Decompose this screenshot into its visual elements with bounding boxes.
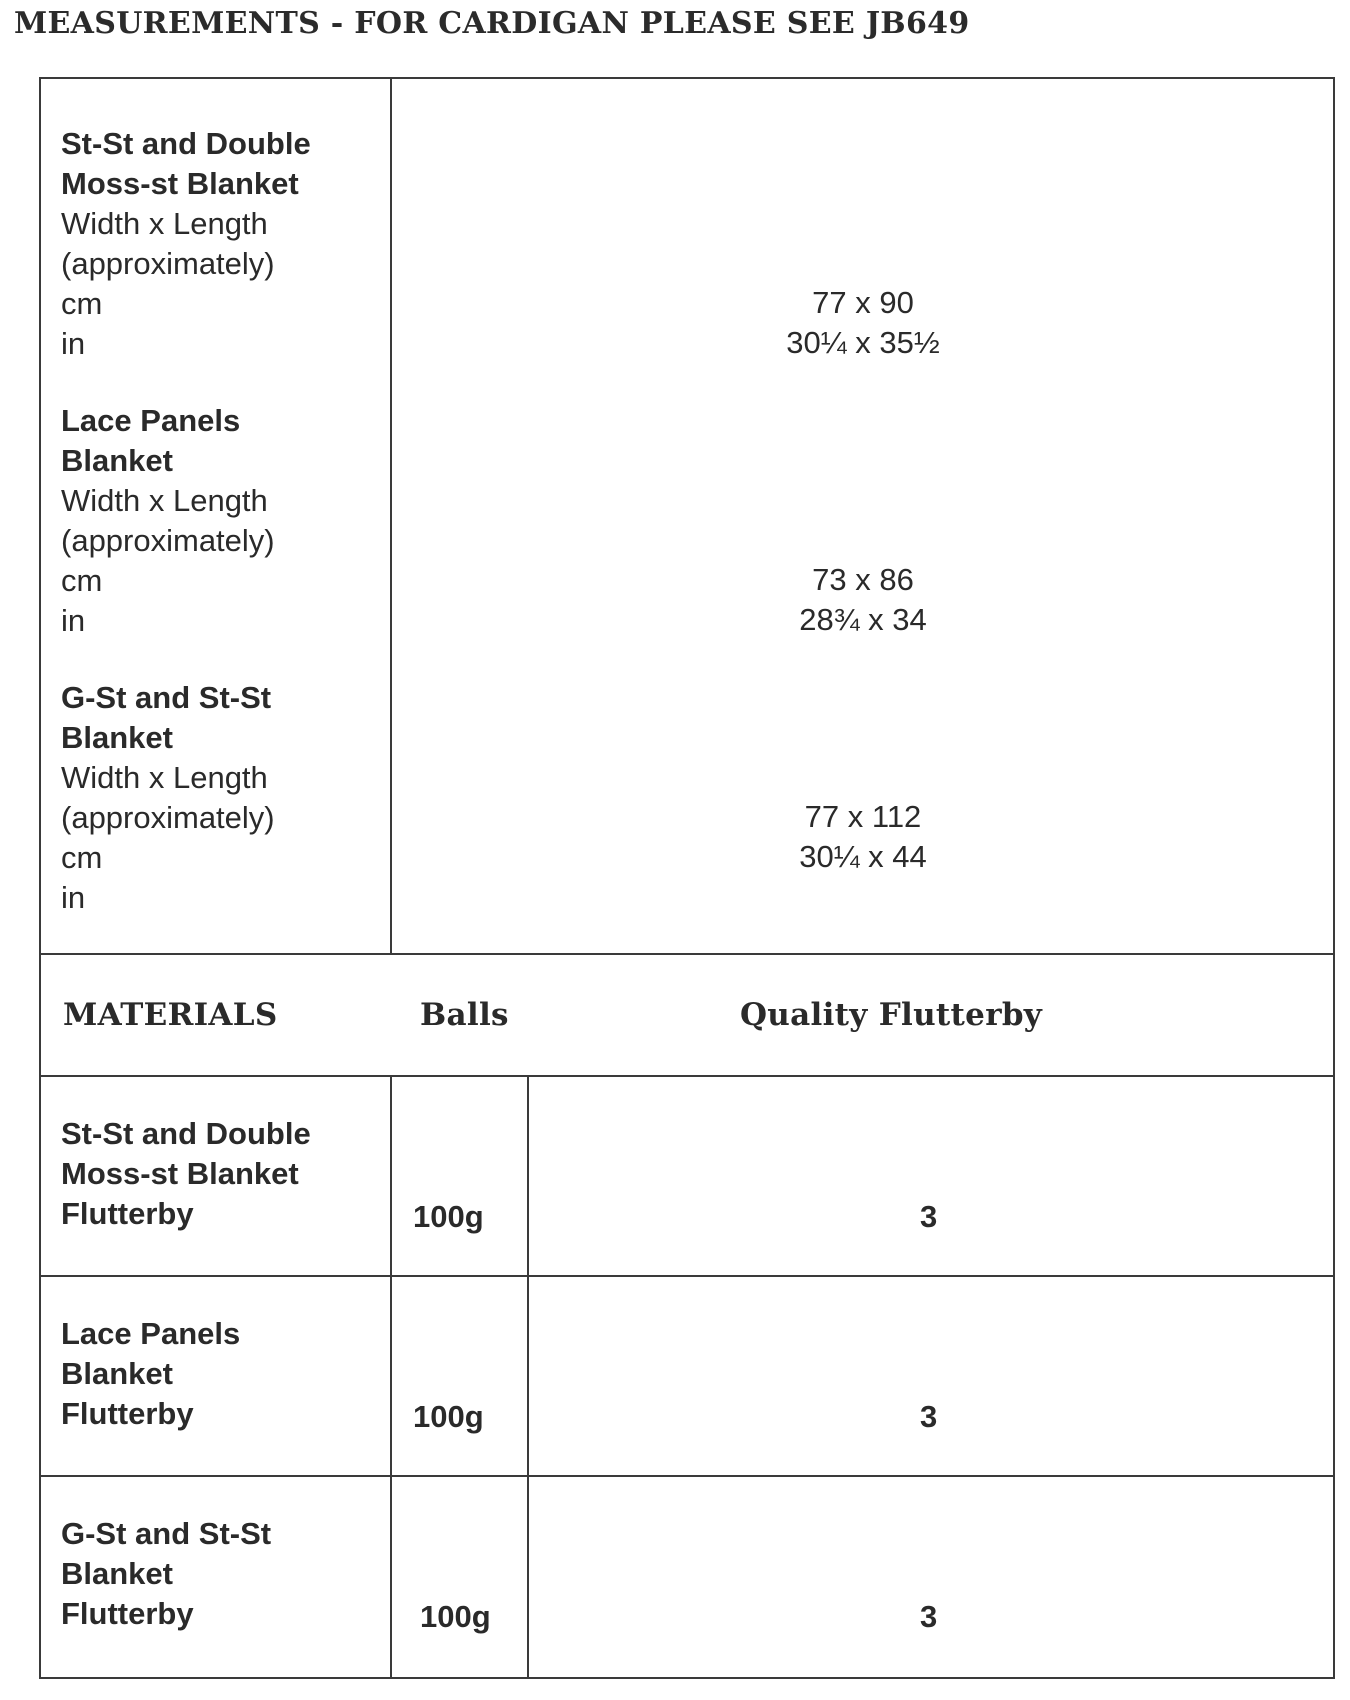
material-yarn: Flutterby <box>61 1596 194 1631</box>
measurement-name: Moss-st Blanket <box>61 166 299 201</box>
measurement-value <box>663 283 1063 363</box>
material-name: G-St and St-St <box>61 1516 272 1551</box>
measurement-desc: (approximately) <box>61 246 275 281</box>
page-title: MEASUREMENTS - FOR CARDIGAN PLEASE SEE JB649 <box>14 6 970 41</box>
measurement-name: St-St and Double <box>61 126 311 161</box>
measurement-desc: (approximately) <box>61 800 275 835</box>
measurement-row <box>61 401 275 641</box>
unit-cm: cm <box>61 840 103 875</box>
material-name: Blanket <box>61 1356 173 1391</box>
measurement-name: Blanket <box>61 443 173 478</box>
value-cm: 77 x 112 <box>804 799 922 834</box>
material-weight: 100g <box>413 1399 484 1434</box>
material-yarn: Flutterby <box>61 1396 194 1431</box>
material-name: Blanket <box>61 1556 173 1591</box>
value-cm: 73 x 86 <box>812 562 914 597</box>
material-count: 3 <box>920 1599 938 1634</box>
value-cm: 77 x 90 <box>812 285 914 320</box>
unit-in: in <box>61 603 86 638</box>
unit-cm: cm <box>61 286 103 321</box>
quality-heading: Quality Flutterby <box>740 997 1043 1033</box>
value-in: 28¾ x 34 <box>799 602 927 637</box>
measurement-value <box>663 797 1063 877</box>
material-count: 3 <box>920 1399 938 1434</box>
measurement-value <box>663 560 1063 640</box>
unit-cm: cm <box>61 563 103 598</box>
material-name: Moss-st Blanket <box>61 1156 299 1191</box>
measurement-row <box>61 124 311 364</box>
measurement-desc: Width x Length <box>61 206 268 241</box>
measurement-desc: Width x Length <box>61 760 268 795</box>
material-yarn: Flutterby <box>61 1196 194 1231</box>
measurement-desc: (approximately) <box>61 523 275 558</box>
unit-in: in <box>61 326 86 361</box>
unit-in: in <box>61 880 86 915</box>
material-count: 3 <box>920 1199 938 1234</box>
measurement-name: G-St and St-St <box>61 680 272 715</box>
measurement-name: Lace Panels <box>61 403 241 438</box>
balls-heading: Balls <box>420 997 509 1033</box>
material-row <box>61 1314 240 1434</box>
measurement-name: Blanket <box>61 720 173 755</box>
materials-heading: MATERIALS <box>63 997 278 1033</box>
material-row <box>61 1114 311 1234</box>
material-row <box>61 1514 271 1634</box>
material-name: Lace Panels <box>61 1316 241 1351</box>
value-in: 30¼ x 44 <box>799 839 927 874</box>
material-weight: 100g <box>420 1599 491 1634</box>
measurement-row <box>61 678 275 918</box>
value-in: 30¼ x 35½ <box>786 325 940 360</box>
material-name: St-St and Double <box>61 1116 311 1151</box>
measurement-desc: Width x Length <box>61 483 268 518</box>
material-weight: 100g <box>413 1199 484 1234</box>
